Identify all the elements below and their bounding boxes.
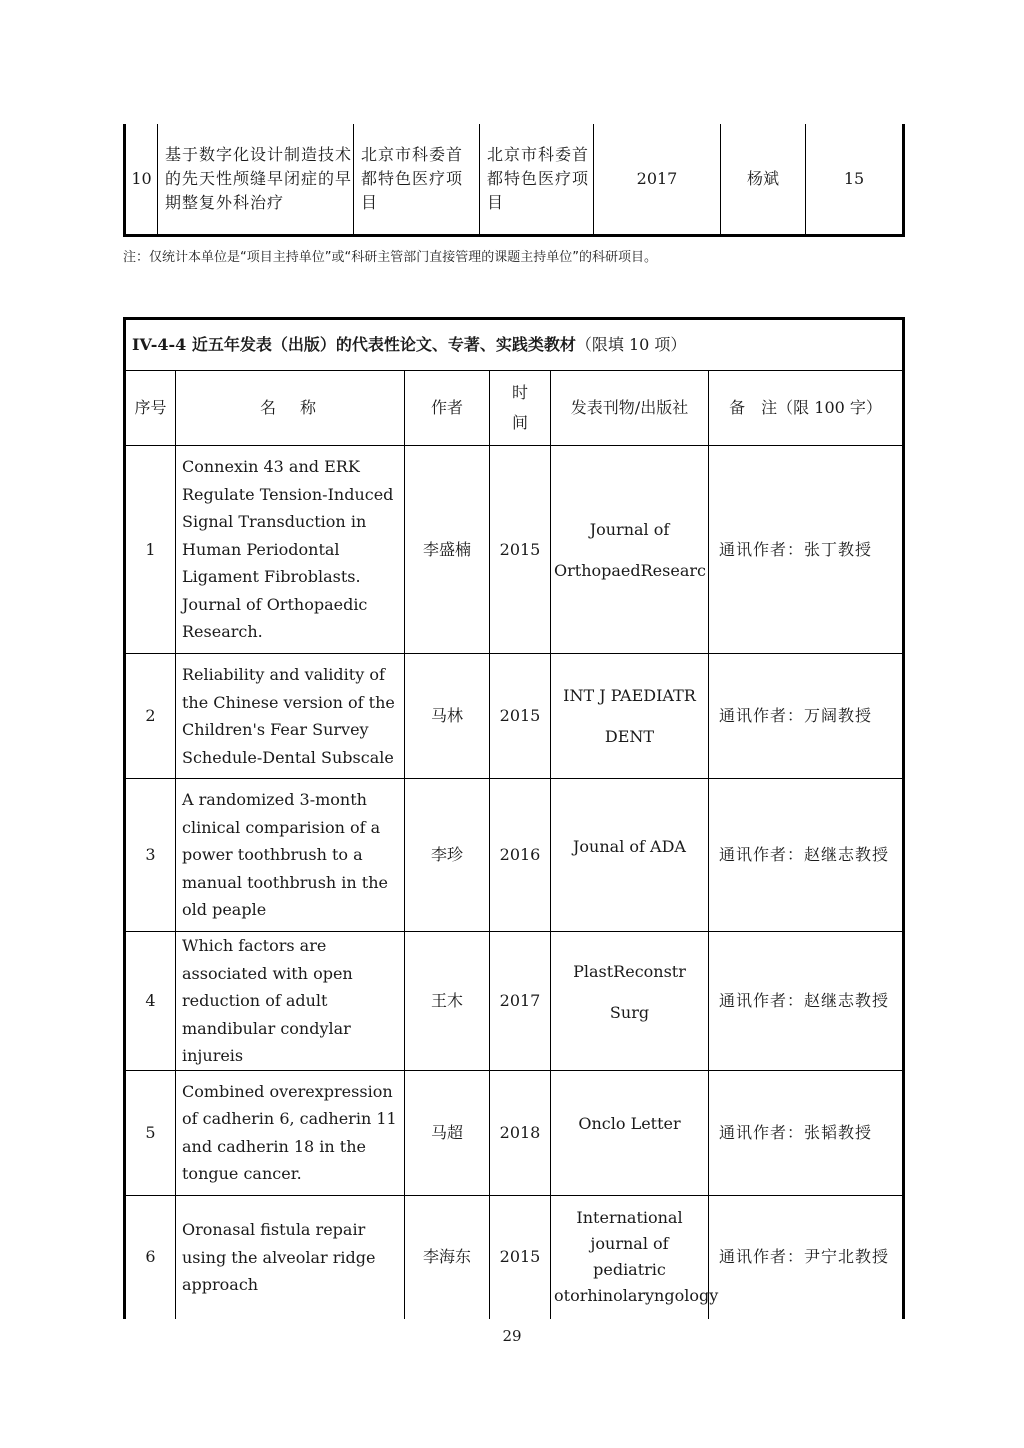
paper-no: 5	[125, 1070, 176, 1195]
section-title-limit: （限填 10 项）	[575, 335, 687, 354]
papers-table	[123, 317, 905, 1319]
header-author: 作者	[405, 371, 490, 446]
header-time: 时间	[490, 371, 551, 446]
paper-title: Connexin 43 and ERK Regulate Tension-Induced Signal Transduction in Human Periodontal Ligament Fibroblasts. Journal of Orthopaedic Research.	[176, 446, 405, 654]
paper-author: 李珍	[405, 779, 490, 932]
table-row	[125, 654, 904, 779]
project-source: 北京市科委首都特色医疗项目	[354, 124, 480, 236]
project-amount: 15	[806, 124, 904, 236]
paper-no: 2	[125, 654, 176, 779]
header-name: 名 称	[176, 371, 405, 446]
research-projects-table	[123, 124, 905, 237]
paper-title: Reliability and validity of the Chinese version of the Children's Fear Survey Schedule-Dental Subscale	[176, 654, 405, 779]
paper-journal: International journal of pediatric otorhinolaryngology	[551, 1195, 709, 1319]
paper-no: 4	[125, 932, 176, 1071]
row-number: 10	[125, 124, 158, 236]
page-number: 29	[502, 1327, 522, 1345]
paper-author: 马林	[405, 654, 490, 779]
project-leader: 杨斌	[721, 124, 806, 236]
paper-remark: 通讯作者：张韬教授	[709, 1070, 904, 1195]
paper-no: 3	[125, 779, 176, 932]
project-name: 基于数字化设计制造技术的先天性颅缝早闭症的早期整复外科治疗	[158, 124, 354, 236]
paper-title: Which factors are associated with open reduction of adult mandibular condylar injureis	[176, 932, 405, 1071]
paper-year: 2015	[490, 654, 551, 779]
project-type: 北京市科委首都特色医疗项目	[480, 124, 594, 236]
paper-year: 2018	[490, 1070, 551, 1195]
header-no: 序号	[125, 371, 176, 446]
header-journal: 发表刊物/出版社	[551, 371, 709, 446]
table-row	[125, 779, 904, 932]
paper-title: Combined overexpression of cadherin 6, cadherin 11 and cadherin 18 in the tongue cancer.	[176, 1070, 405, 1195]
paper-author: 王木	[405, 932, 490, 1071]
paper-no: 1	[125, 446, 176, 654]
paper-author: 李海东	[405, 1195, 490, 1319]
paper-remark: 通讯作者：尹宁北教授	[709, 1195, 904, 1319]
paper-journal: Jounal of ADA	[551, 779, 709, 932]
section-title-text: IV-4-4 近五年发表（出版）的代表性论文、专著、实践类教材	[132, 335, 576, 354]
paper-remark: 通讯作者：赵继志教授	[709, 779, 904, 932]
paper-year: 2015	[490, 1195, 551, 1319]
section-title	[125, 319, 904, 371]
table-row	[125, 932, 904, 1071]
paper-journal: Journal of OrthopaedResearc	[551, 446, 709, 654]
paper-remark: 通讯作者：万阔教授	[709, 654, 904, 779]
paper-journal: Onclo Letter	[551, 1070, 709, 1195]
header-remark: 备 注（限 100 字）	[709, 371, 904, 446]
paper-journal: PlastReconstr Surg	[551, 932, 709, 1071]
table-row	[125, 1070, 904, 1195]
table-row	[125, 1195, 904, 1319]
paper-title: Oronasal fistula repair using the alveolar ridge approach	[176, 1195, 405, 1319]
paper-no: 6	[125, 1195, 176, 1319]
paper-journal: INT J PAEDIATR DENT	[551, 654, 709, 779]
paper-remark: 通讯作者：赵继志教授	[709, 932, 904, 1071]
paper-year: 2016	[490, 779, 551, 932]
table-note: 注：仅统计本单位是“项目主持单位”或“科研主管部门直接管理的课题主持单位”的科研项目。	[123, 250, 657, 265]
paper-year: 2015	[490, 446, 551, 654]
paper-author: 李盛楠	[405, 446, 490, 654]
paper-title: A randomized 3-month clinical comparision of a power toothbrush to a manual toothbrush in the old peaple	[176, 779, 405, 932]
paper-year: 2017	[490, 932, 551, 1071]
table-row	[125, 446, 904, 654]
paper-author: 马超	[405, 1070, 490, 1195]
project-year: 2017	[594, 124, 721, 236]
table-header-row	[125, 371, 904, 446]
paper-remark: 通讯作者：张丁教授	[709, 446, 904, 654]
table-row	[125, 124, 904, 236]
